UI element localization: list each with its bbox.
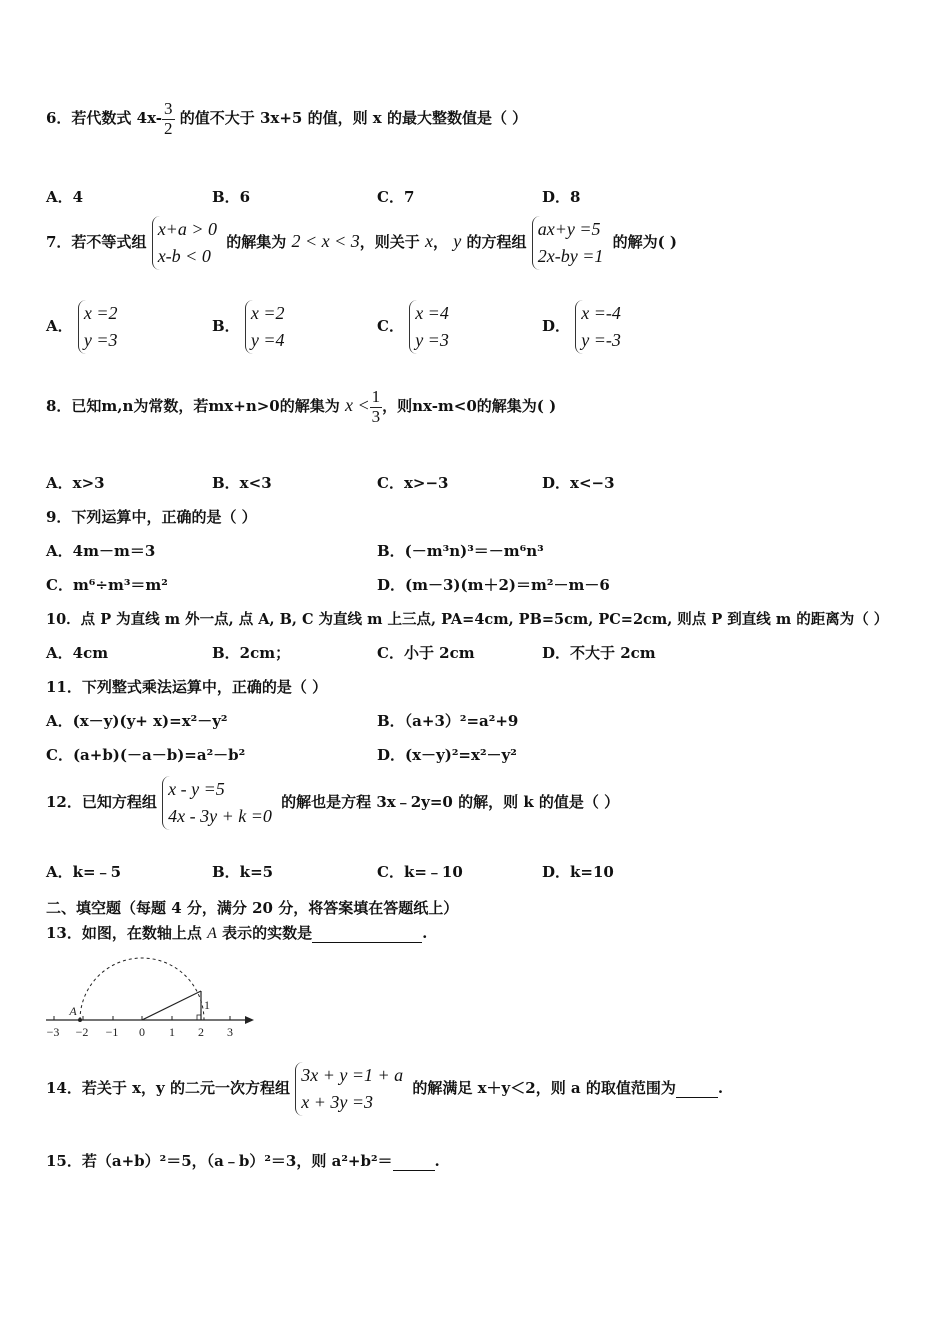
q7-ineq-1: x+a > 0 <box>157 219 217 239</box>
q7-inequality-system <box>152 216 221 270</box>
q7-option-d-system <box>575 300 625 354</box>
q6-lead: 6．若代数式 4x- <box>46 109 163 128</box>
q14-eq-2: x + 3y =3 <box>301 1092 373 1112</box>
q7-option-a-eq1: x =2 <box>83 303 118 323</box>
q14-equation-system <box>295 1062 407 1116</box>
q12-stem <box>46 776 619 830</box>
q13-arc <box>80 958 204 1020</box>
q6-frac-den: 2 <box>164 118 173 138</box>
q14-eq-1: 3x + y =1 + a <box>301 1065 404 1085</box>
q10-stem: 10．点 P 为直线 m 外一点, 点 A, B, C 为直线 m 上三点, PA=4cm, PB=5cm, PC=2cm, 则点 P 到直线 m 的距离为（ ） <box>46 611 889 628</box>
q8-frac-den: 3 <box>371 406 381 426</box>
q7-equation-system <box>532 216 608 270</box>
q7-option-c-eq1: x =4 <box>415 303 449 323</box>
q7-option-c <box>377 300 453 354</box>
q6-option-c: C．7 <box>377 188 415 206</box>
q7-option-a <box>46 300 122 354</box>
q8-stem <box>46 388 556 426</box>
q8-lead: 8．已知m,n为常数，若mx+n>0的解集为 <box>46 397 340 416</box>
q6-option-a: A．4 <box>46 188 84 206</box>
q7-lead: 7．若不等式组 <box>46 233 147 251</box>
q7-option-a-eq2: y =3 <box>83 330 118 350</box>
q8-inequality: x < <box>344 395 370 416</box>
q7-option-b-eq2: y =4 <box>250 330 285 350</box>
q6-fraction <box>162 100 175 138</box>
q7-option-a-letter: A． <box>46 317 73 335</box>
q11-option-a: A．(x－y)(y+ x)=x²－y² <box>46 712 228 730</box>
q14-stem <box>46 1062 723 1116</box>
q13-point: A <box>207 925 217 942</box>
q12-option-c: C．k=﹣10 <box>377 863 463 881</box>
q12-tail: 的解也是方程 3x﹣2y=0 的解，则 k 的值是（ ） <box>281 793 620 811</box>
q7-option-c-eq2: y =3 <box>415 330 449 350</box>
q8-fraction <box>370 388 383 426</box>
q8-option-a: A．x>3 <box>46 474 105 492</box>
q14-end: . <box>717 1079 724 1097</box>
q13-tick-label: −2 <box>75 1025 89 1039</box>
q12-eq-2: 4x - 3y + k =0 <box>168 806 272 826</box>
q7-ineq-2: x-b < 0 <box>157 246 211 266</box>
q13-tick-label: 3 <box>227 1025 233 1039</box>
q7-option-c-letter: C． <box>377 317 404 335</box>
q9-option-c: C．m⁶÷m³＝m² <box>46 576 168 594</box>
q9-stem: 9．下列运算中，正确的是（ ） <box>46 508 257 526</box>
q8-tail: ，则nx-m<0的解集为( ) <box>382 397 557 416</box>
q6-option-b: B．6 <box>212 188 251 206</box>
q14-lead: 14．若关于 x，y 的二元一次方程组 <box>46 1079 290 1097</box>
q13-tick-label: 0 <box>139 1025 145 1039</box>
q15-answer-blank[interactable] <box>393 1152 435 1171</box>
q7-mid2: ，则关于 <box>359 233 420 251</box>
q13-point-a-label: A <box>69 1004 77 1018</box>
q7-tail: 的解为( ) <box>612 233 678 251</box>
q13-hypotenuse <box>142 991 201 1020</box>
q13-number-line-figure <box>40 948 260 1043</box>
q8-option-d: D．x<−3 <box>542 474 615 492</box>
q7-option-b <box>212 300 289 354</box>
q13-lead: 13．如图，在数轴上点 <box>46 924 208 942</box>
q9-option-d: D．(m－3)(m＋2)＝m²－m－6 <box>377 576 610 594</box>
q7-option-d-eq1: x =-4 <box>581 303 621 323</box>
q13-point-a-dot <box>78 1018 82 1022</box>
q7-mid1: 的解集为 <box>226 233 287 251</box>
q13-tick-label: 1 <box>169 1025 175 1039</box>
q9-option-b: B．(－m³n)³＝－m⁶n³ <box>377 542 544 560</box>
q7-var-y: y <box>453 231 462 251</box>
q8-option-b: B．x<3 <box>212 474 272 492</box>
q11-option-c: C．(a+b)(－a－b)=a²－b² <box>46 746 246 764</box>
q12-option-a: A．k=﹣5 <box>46 863 122 881</box>
q15-end: . <box>434 1152 440 1170</box>
q12-lead: 12．已知方程组 <box>46 793 157 811</box>
q7-var-x: x <box>425 231 434 251</box>
q10-option-c: C．小于 2cm <box>377 644 475 662</box>
q10-option-a: A．4cm <box>46 644 109 662</box>
q7-stem <box>46 216 677 270</box>
q7-option-b-letter: B． <box>212 317 240 335</box>
q13-tail: 表示的实数是 <box>216 924 313 942</box>
q6-tail: 的值不大于 3x+5 的值，则 x 的最大整数值是（ ） <box>174 109 528 128</box>
q11-option-b: B．（a+3）²=a²+9 <box>377 712 519 730</box>
q7-option-c-system <box>409 300 453 354</box>
q13-tick-label: 2 <box>198 1025 204 1039</box>
q12-equation-system <box>162 776 276 830</box>
q7-mid3: 的方程组 <box>461 233 527 251</box>
q13-stem <box>46 922 427 943</box>
q10-option-d: D．不大于 2cm <box>542 644 656 662</box>
q7-eq-1: ax+y =5 <box>537 219 601 239</box>
q7-option-b-system <box>245 300 289 354</box>
q6-option-d: D．8 <box>542 188 581 206</box>
q13-axis-arrow-icon <box>245 1016 254 1024</box>
section-2-title: 二、填空题（每题 4 分，满分 20 分，将答案填在答题纸上） <box>46 899 459 917</box>
q8-frac-num: 1 <box>371 387 381 406</box>
q13-tick-label: −3 <box>46 1025 60 1039</box>
q14-tail: 的解满足 x＋y＜2，则 a 的取值范围为 <box>412 1079 676 1097</box>
q11-option-d: D．(x－y)²=x²－y² <box>377 746 517 764</box>
q9-option-a: A．4m－m＝3 <box>46 542 156 560</box>
q7-option-d <box>542 300 625 354</box>
q14-answer-blank[interactable] <box>676 1079 718 1098</box>
q7-option-d-letter: D． <box>542 317 571 335</box>
q12-option-d: D．k=10 <box>542 863 614 881</box>
q7-eq-2: 2x-by =1 <box>537 246 604 266</box>
q12-option-b: B．k=5 <box>212 863 274 881</box>
q15-stem <box>46 1150 440 1171</box>
q13-answer-blank[interactable] <box>312 924 422 943</box>
q8-option-c: C．x>−3 <box>377 474 449 492</box>
q15-text: 15．若（a+b）²＝5，（a﹣b）²＝3，则 a²+b²＝ <box>46 1152 393 1170</box>
q6-frac-num: 3 <box>164 99 173 118</box>
q10-option-b: B．2cm； <box>212 644 291 662</box>
q12-eq-1: x - y =5 <box>168 779 225 799</box>
q6-stem <box>46 100 527 138</box>
q13-end: . <box>422 924 428 942</box>
q7-range: 2 < x < 3 <box>291 231 360 251</box>
q7-option-b-eq1: x =2 <box>250 303 285 323</box>
q7-comma: ， <box>433 233 449 251</box>
q13-height-label: 1 <box>204 998 210 1012</box>
q13-tick-label: −1 <box>105 1025 119 1039</box>
q7-option-a-system <box>78 300 122 354</box>
q7-option-d-eq2: y =-3 <box>581 330 621 350</box>
q11-stem: 11．下列整式乘法运算中，正确的是（ ） <box>46 678 328 696</box>
